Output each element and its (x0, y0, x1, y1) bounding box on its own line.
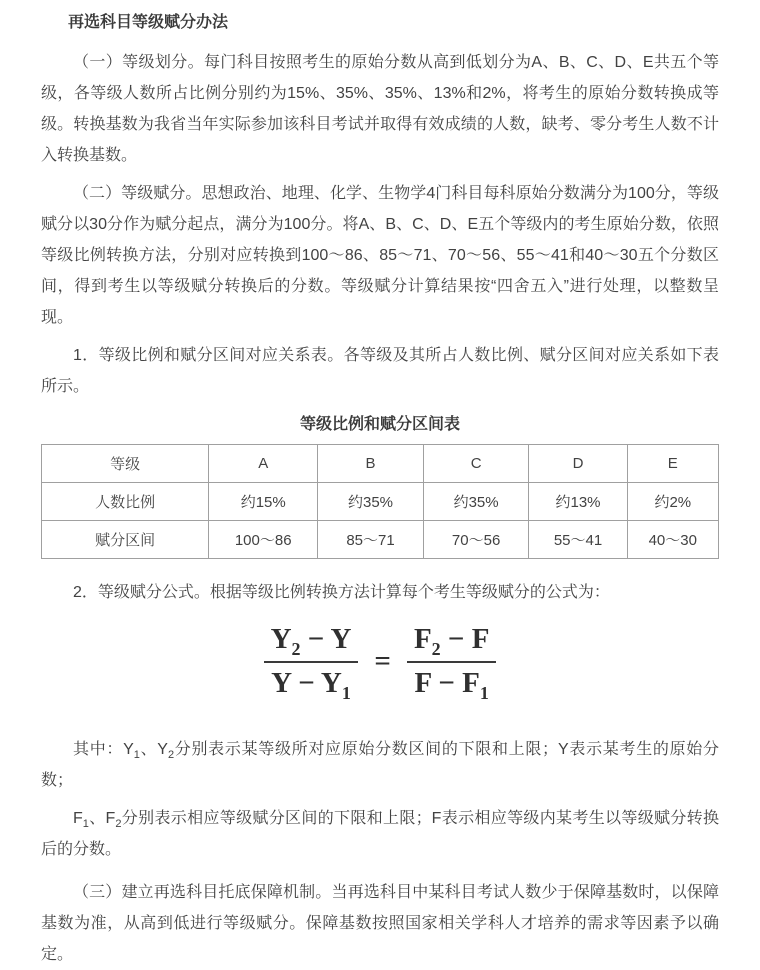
fraction-right (407, 623, 496, 703)
text-run: F (413, 623, 432, 655)
table-cell-grade-d: D (529, 445, 627, 483)
table-cell-ratio-b: 约35% (318, 483, 424, 521)
table-cell-grade-e: E (627, 445, 718, 483)
text-run: Y (270, 623, 292, 655)
text-run: F − F (414, 666, 480, 699)
grade-ratio-table (41, 444, 719, 559)
subscript: 2 (115, 817, 122, 830)
table-cell-ratio-e: 约2% (627, 483, 718, 521)
table-cell-ratio-label: 人数比例 (42, 483, 209, 521)
table-row-grades (42, 445, 719, 483)
text-run: 、Y (139, 740, 168, 758)
text-run: F (73, 809, 83, 827)
subscript: 2 (431, 638, 441, 659)
table-cell-ratio-c: 约35% (423, 483, 529, 521)
subscript: 2 (167, 748, 175, 761)
paragraph-grade-scoring: （二）等级赋分。思想政治、地理、化学、生物学4门科目每科原始分数满分为100分，等级赋分以30分作为赋分起点，满分为100分。将A、B、C、D、E五个等级内的考生原始分数，依照等级比例转换方法，分别对应转换到100～86、85～71、70～56、55～41和40～30五个分数区间，得到考生以等级赋分转换后的分数。等级赋分计算结果按“四舍五入”进行处理，以整数呈现。 (41, 185, 719, 326)
paragraph-guarantee-mechanism: （三）建立再选科目托底保障机制。当再选科目中某科目考试人数少于保障基数时，以保障基数为准，从高到低进行等级赋分。保障基数按照国家相关学科人才培养的需求等因素予以确定。 (41, 883, 719, 963)
subscript: 2 (291, 638, 301, 659)
subscript: 1 (82, 817, 89, 830)
table-cell-ratio-a: 约15% (209, 483, 318, 521)
equals-sign: = (374, 645, 391, 678)
table-cell-grade-c: C (423, 445, 529, 483)
fraction-left-denominator (264, 663, 358, 703)
table-cell-range-a: 100～86 (209, 521, 318, 559)
text-run: 分别表示某等级所对应原始分数区间的下限和上限；Y表示某考生的原始分数； (41, 740, 719, 789)
table-cell-range-c: 70～56 (423, 521, 529, 559)
table-row-range (42, 521, 719, 559)
table-cell-grade-label: 等级 (42, 445, 209, 483)
table-cell-grade-a: A (209, 445, 318, 483)
table-row-ratio (42, 483, 719, 521)
text-run: Y − Y (271, 666, 342, 699)
fraction-right-denominator (407, 663, 495, 703)
table-cell-range-e: 40～30 (627, 521, 718, 559)
text-run: 、F (88, 809, 116, 827)
subscript: 1 (133, 748, 140, 761)
table-cell-range-d: 55～41 (529, 521, 627, 559)
table-cell-range-b: 85～71 (318, 521, 424, 559)
document-title: 再选科目等级赋分办法 (68, 14, 229, 31)
table-cell-ratio-d: 约13% (529, 483, 627, 521)
table-cell-range-label: 赋分区间 (42, 521, 209, 559)
paragraph-y-definitions (41, 734, 719, 796)
paragraph-formula-intro: 2．等级赋分公式。根据等级比例转换方法计算每个考生等级赋分的公式为： (73, 584, 610, 601)
table-cell-grade-b: B (318, 445, 424, 483)
paragraph-table-intro: 1．等级比例和赋分区间对应关系表。各等级及其所占人数比例、赋分区间对应关系如下表所示。 (41, 347, 719, 395)
subscript: 1 (479, 682, 489, 703)
fraction-left (264, 623, 359, 703)
formula-block (41, 623, 719, 703)
text-run: 其中：Y (73, 740, 134, 758)
paragraph-grade-division: （一）等级划分。每门科目按照考生的原始分数从高到低划分为A、B、C、D、E共五个等级，各等级人数所占比例分别约为15%、35%、35%、13%和2%，将考生的原始分数转换成等级。转换基数为我省当年实际参加该科目考试并取得有效成绩的人数，缺考、零分考生人数不计入转换基数。 (41, 54, 719, 164)
text-run: 分别表示相应等级赋分区间的下限和上限；F表示相应等级内某考生以等级赋分转换后的分数。 (41, 809, 719, 858)
paragraph-f-definitions (41, 803, 719, 865)
text-run: − F (440, 623, 490, 655)
text-run: − Y (300, 623, 352, 655)
fraction-right-numerator (407, 624, 496, 663)
fraction-left-numerator (264, 624, 359, 663)
table-caption: 等级比例和赋分区间表 (299, 416, 460, 433)
subscript: 1 (341, 682, 351, 703)
